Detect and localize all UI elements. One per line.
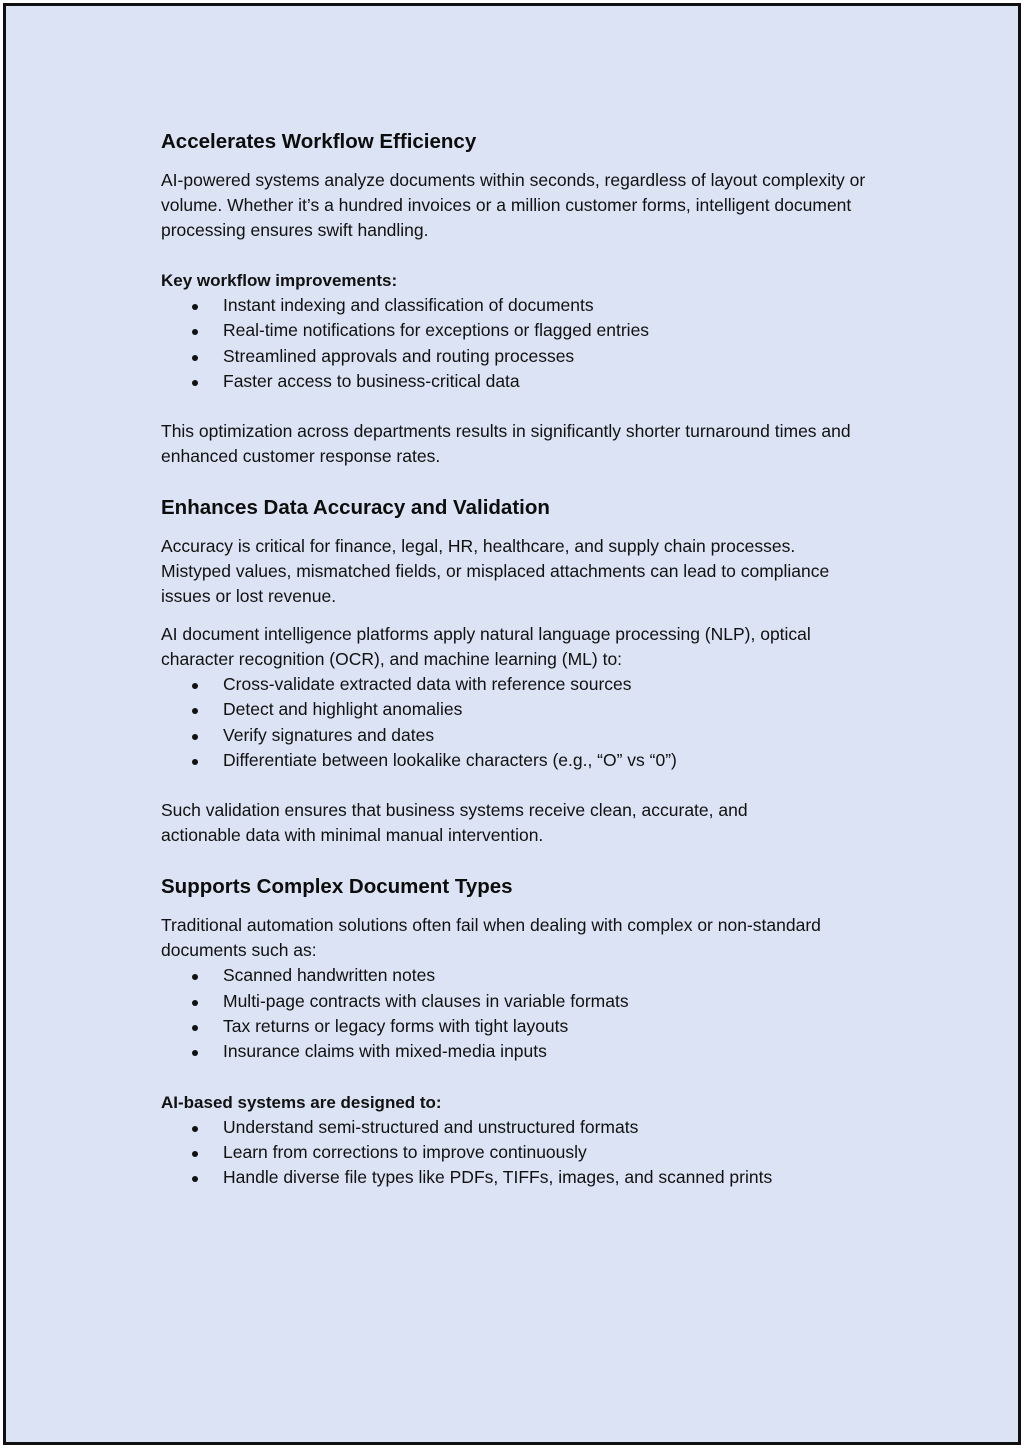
bullet-icon [192,329,198,335]
list-item: Cross-validate extracted data with reference sources [161,672,881,697]
section-intro-accuracy: Accuracy is critical for finance, legal, HR, healthcare, and supply chain processes. Mistyped values, mismatched fields, or misplaced attachments can lead to compliance issues or lost revenue. [161,536,830,607]
bullet-icon [192,683,198,689]
bullet-icon [192,708,198,714]
bullet-icon [192,974,198,980]
bullet-list-complex-docs [161,963,881,1064]
bullet-icon [192,380,198,386]
bullet-icon [192,1126,198,1132]
document-page [3,3,1021,1445]
bullet-icon [192,1025,198,1031]
bullet-icon [192,759,198,765]
list-item: Handle diverse file types like PDFs, TIFFs, images, and scanned prints [161,1165,881,1190]
document-content [161,128,881,1190]
list-item: Real-time notifications for exceptions or flagged entries [161,318,881,343]
list-item: Verify signatures and dates [161,723,881,748]
list-item: Differentiate between lookalike characters (e.g., “O” vs “0”) [161,748,881,773]
bullet-icon [192,355,198,361]
bullet-icon [192,304,198,310]
bullet-icon [192,1176,198,1182]
bullet-icon [192,734,198,740]
list-item: Tax returns or legacy forms with tight layouts [161,1014,881,1039]
list-item: Multi-page contracts with clauses in variable formats [161,989,881,1014]
section-intro-workflow: AI-powered systems analyze documents within seconds, regardless of layout complexity or volume. Whether it’s a hundred invoices or a million customer forms, intelligent document processing ensures swift handling. [161,170,866,240]
list-item: Faster access to business-critical data [161,369,881,394]
list-item: Instant indexing and classification of documents [161,293,881,318]
section-heading-accuracy: Enhances Data Accuracy and Validation [161,496,550,520]
section-heading-workflow: Accelerates Workflow Efficiency [161,130,477,153]
section-outro-accuracy: Such validation ensures that business systems receive clean, accurate, and actionable data with minimal manual intervention. [161,800,748,846]
bullet-icon [192,1151,198,1157]
list-item: Understand semi-structured and unstructured formats [161,1115,881,1140]
bullet-list-ai-systems [161,1115,881,1191]
list-item: Detect and highlight anomalies [161,697,881,722]
section-intro2-accuracy: AI document intelligence platforms apply natural language processing (NLP), optical character recognition (OCR), and machine learning (ML) to: [161,624,811,670]
bullet-icon [192,1000,198,1006]
list-item: Scanned handwritten notes [161,963,881,988]
bullet-icon [192,1050,198,1056]
section-heading-complex-docs: Supports Complex Document Types [161,875,513,899]
list-item: Learn from corrections to improve continuously [161,1140,881,1165]
section-intro-complex-docs: Traditional automation solutions often fail when dealing with complex or non-standard documents such as: [161,915,821,961]
list-title-ai-systems: AI-based systems are designed to: [161,1092,442,1112]
list-title-workflow-improvements: Key workflow improvements: [161,271,398,290]
bullet-list-workflow [161,293,881,394]
section-outro-workflow: This optimization across departments results in significantly shorter turnaround times and enhanced customer response rates. [161,421,851,467]
bullet-list-accuracy [161,672,881,773]
list-item: Streamlined approvals and routing processes [161,344,881,369]
list-item: Insurance claims with mixed-media inputs [161,1039,881,1064]
